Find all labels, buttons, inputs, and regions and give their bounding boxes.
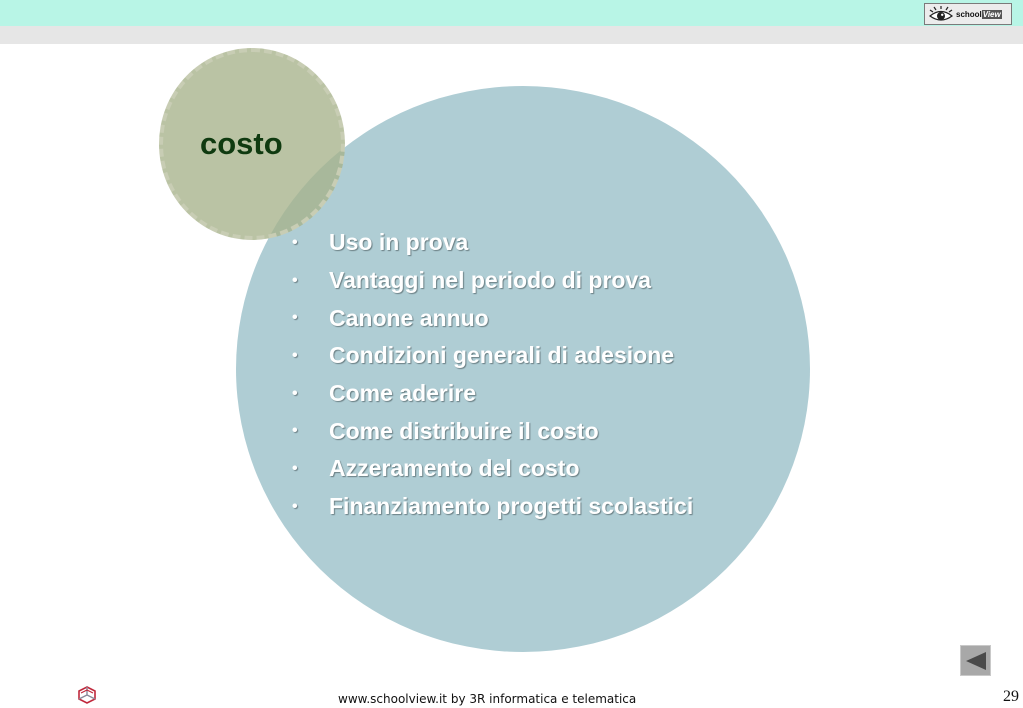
bullet-icon: • — [292, 497, 298, 515]
3r-logo-icon — [76, 685, 98, 705]
list-item — [292, 488, 693, 526]
bullet-icon: • — [292, 271, 298, 289]
list-item-label: Vantaggi nel periodo di prova — [329, 267, 652, 294]
logo-text-school: school — [956, 9, 982, 19]
logo-text — [956, 10, 1002, 19]
list-item — [292, 412, 693, 450]
list-item — [292, 337, 693, 375]
footer-text: www.schoolview.it by 3R informatica e telematica — [338, 692, 637, 706]
bullet-icon: • — [292, 346, 298, 364]
previous-slide-button[interactable] — [960, 645, 991, 676]
bullet-list — [292, 224, 693, 526]
schoolview-logo — [924, 3, 1012, 25]
triangle-left-icon — [964, 650, 988, 672]
bullet-icon: • — [292, 459, 298, 477]
list-item — [292, 299, 693, 337]
slide-title: costo — [200, 126, 283, 161]
list-item-label: Come distribuire il costo — [329, 417, 599, 444]
logo-text-view: View — [982, 9, 1001, 19]
list-item-label: Condizioni generali di adesione — [329, 342, 675, 369]
bullet-icon: • — [292, 309, 298, 327]
list-item — [292, 375, 693, 413]
top-band — [0, 0, 1023, 26]
list-item-label: Canone annuo — [329, 304, 489, 331]
eye-icon — [928, 5, 954, 23]
bullet-icon: • — [292, 422, 298, 440]
bullet-icon: • — [292, 384, 298, 402]
list-item-label: Come aderire — [329, 380, 477, 407]
header-divider-band — [0, 26, 1023, 44]
list-item-label: Azzeramento del costo — [329, 455, 580, 482]
list-item-label: Finanziamento progetti scolastici — [329, 493, 694, 520]
list-item — [292, 450, 693, 488]
list-item — [292, 224, 693, 262]
list-item-label: Uso in prova — [329, 229, 469, 256]
page-number: 29 — [1003, 688, 1019, 705]
bullet-icon: • — [292, 233, 298, 251]
list-item — [292, 262, 693, 300]
